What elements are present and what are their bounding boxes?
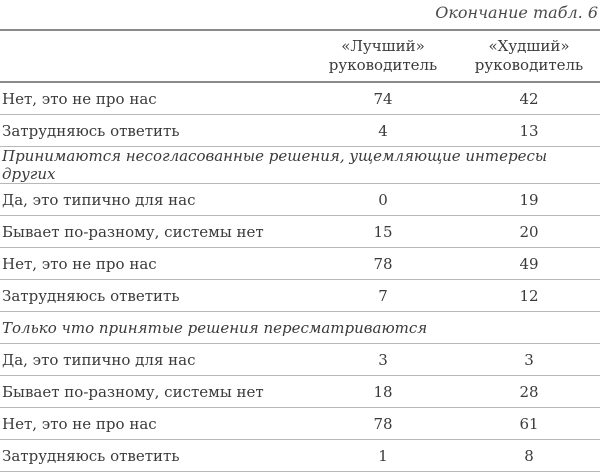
table-caption: Окончание табл. 6 xyxy=(435,3,598,22)
best-value: 3 xyxy=(308,344,458,376)
table-header xyxy=(0,30,600,82)
worst-value: 28 xyxy=(458,376,600,408)
header-best-line2: руководитель xyxy=(328,56,438,74)
worst-value: 19 xyxy=(458,184,600,216)
table-row xyxy=(0,216,600,248)
table-row xyxy=(0,115,600,147)
row-label: Да, это типично для нас xyxy=(0,184,308,216)
table-body xyxy=(0,82,600,472)
row-label: Затрудняюсь ответить xyxy=(0,280,308,312)
table-row xyxy=(0,280,600,312)
table-row xyxy=(0,82,600,115)
section-row xyxy=(0,147,600,184)
row-label: Затрудняюсь ответить xyxy=(0,115,308,147)
section-row xyxy=(0,312,600,344)
row-label: Нет, это не про нас xyxy=(0,408,308,440)
header-worst-manager xyxy=(458,30,600,82)
worst-value: 61 xyxy=(458,408,600,440)
worst-value: 12 xyxy=(458,280,600,312)
table-row xyxy=(0,248,600,280)
table-row xyxy=(0,184,600,216)
row-label: Нет, это не про нас xyxy=(0,248,308,280)
best-value: 4 xyxy=(308,115,458,147)
worst-value: 49 xyxy=(458,248,600,280)
worst-value: 13 xyxy=(458,115,600,147)
row-label: Нет, это не про нас xyxy=(0,82,308,115)
header-best-manager xyxy=(308,30,458,82)
best-value: 18 xyxy=(308,376,458,408)
worst-value: 3 xyxy=(458,344,600,376)
best-value: 0 xyxy=(308,184,458,216)
header-empty xyxy=(0,30,308,82)
best-value: 15 xyxy=(308,216,458,248)
table-row xyxy=(0,376,600,408)
section-title: Принимаются несогласованные решения, ущемляющие интересы других xyxy=(0,147,600,184)
best-value: 1 xyxy=(308,440,458,472)
best-value: 74 xyxy=(308,82,458,115)
table-row xyxy=(0,408,600,440)
header-best-line1: «Лучший» xyxy=(341,37,425,55)
row-label: Бывает по-разному, системы нет xyxy=(0,376,308,408)
best-value: 7 xyxy=(308,280,458,312)
row-label: Затрудняюсь ответить xyxy=(0,440,308,472)
worst-value: 8 xyxy=(458,440,600,472)
worst-value: 42 xyxy=(458,82,600,115)
best-value: 78 xyxy=(308,248,458,280)
header-worst-line2: руководитель xyxy=(474,56,584,74)
survey-table xyxy=(0,29,600,472)
header-worst-line1: «Худший» xyxy=(488,37,570,55)
table-row xyxy=(0,440,600,472)
row-label: Бывает по-разному, системы нет xyxy=(0,216,308,248)
worst-value: 20 xyxy=(458,216,600,248)
section-title: Только что принятые решения пересматриваются xyxy=(0,312,600,344)
best-value: 78 xyxy=(308,408,458,440)
table-row xyxy=(0,344,600,376)
row-label: Да, это типично для нас xyxy=(0,344,308,376)
